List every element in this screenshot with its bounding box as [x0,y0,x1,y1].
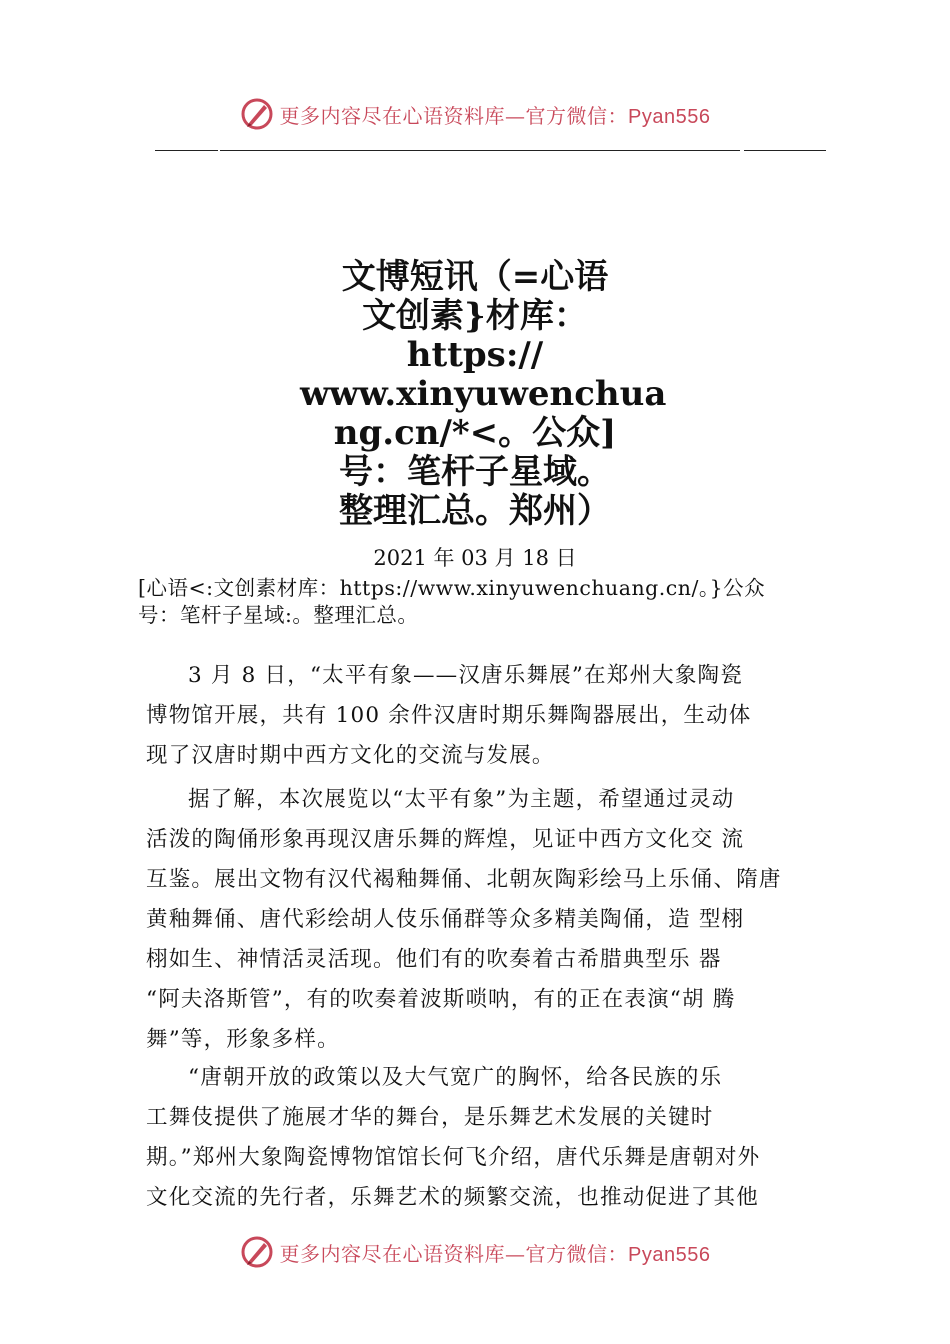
paragraph-line: 互鉴。展出文物有汉代褐釉舞俑、北朝灰陶彩绘马上乐俑、隋唐 [146,867,782,892]
body-paragraph-3 [146,1058,836,1218]
wechat-id: Pyan556 [628,1243,711,1266]
paragraph-line: 活泼的陶俑形象再现汉唐乐舞的辉煌，见证中西方文化交 流 [146,827,745,852]
paragraph-line: 工舞伎提供了施展才华的舞台，是乐舞艺术发展的关键时 [146,1105,714,1130]
title-line: www.xinyuwenchua [300,374,667,414]
title-line: ng.cn/*<。公众] [333,413,617,453]
paragraph-line: 舞”等，形象多样。 [146,1027,340,1052]
banner-label: 更多内容尽在心语资料库—官方微信： [279,103,629,128]
footer-banner [0,1232,950,1272]
header-rule-middle [220,150,740,151]
source-line: 号：笔杆子星域:。整理汇总。 [138,603,419,627]
title-line: https:// [406,335,544,375]
paragraph-line: 博物馆开展，共有 100 余件汉唐时期乐舞陶器展出，生动体 [146,703,752,728]
body-paragraph-1 [146,656,836,776]
paragraph-line: “唐朝开放的政策以及大气宽广的胸怀，给各民族的乐 [188,1065,723,1090]
header-banner [0,94,950,134]
paragraph-line: 期。”郑州大象陶瓷博物馆馆长何飞介绍，唐代乐舞是唐朝对外 [146,1145,761,1170]
paragraph-line: 栩如生、神情活灵活现。他们有的吹奏着古希腊典型乐 器 [146,947,722,972]
header-rule-left [155,150,218,151]
banner-label: 更多内容尽在心语资料库—官方微信： [279,1241,629,1266]
pen-logo-icon [240,97,274,131]
banner-text [280,1238,711,1267]
paragraph-line: 3 月 8 日，“太平有象——汉唐乐舞展”在郑州大象陶瓷 [188,663,743,688]
paragraph-line: 黄釉舞俑、唐代彩绘胡人伎乐俑群等众多精美陶俑，造 型栩 [146,907,745,932]
paragraph-line: “阿夫洛斯管”，有的吹奏着波斯唢呐，有的正在表演“胡 腾 [146,987,736,1012]
paragraph-line: 据了解，本次展览以“太平有象”为主题，希望通过灵动 [188,787,735,812]
title-line: 整理汇总。郑州） [339,491,611,531]
publish-date: 2021 年 03 月 18 日 [373,546,577,570]
title-line: 文博短讯（=心语 [341,257,609,297]
source-note [138,575,838,629]
source-line: [心语<:文创素材库：https://www.xinyuwenchuang.cn/。}公众 [138,576,766,600]
paragraph-line: 文化交流的先行者，乐舞艺术的频繁交流，也推动促进了其他 [146,1185,759,1210]
document-title [300,257,667,531]
banner-text [280,100,711,129]
pen-logo-icon [240,1235,274,1269]
title-line: 文创素}材库： [362,296,588,336]
title-line: 号：笔杆子星域。 [339,452,611,492]
header-rule-right [744,150,826,151]
body-paragraph-2 [146,780,836,1060]
wechat-id: Pyan556 [628,105,711,128]
paragraph-line: 现了汉唐时期中西方文化的交流与发展。 [146,743,555,768]
